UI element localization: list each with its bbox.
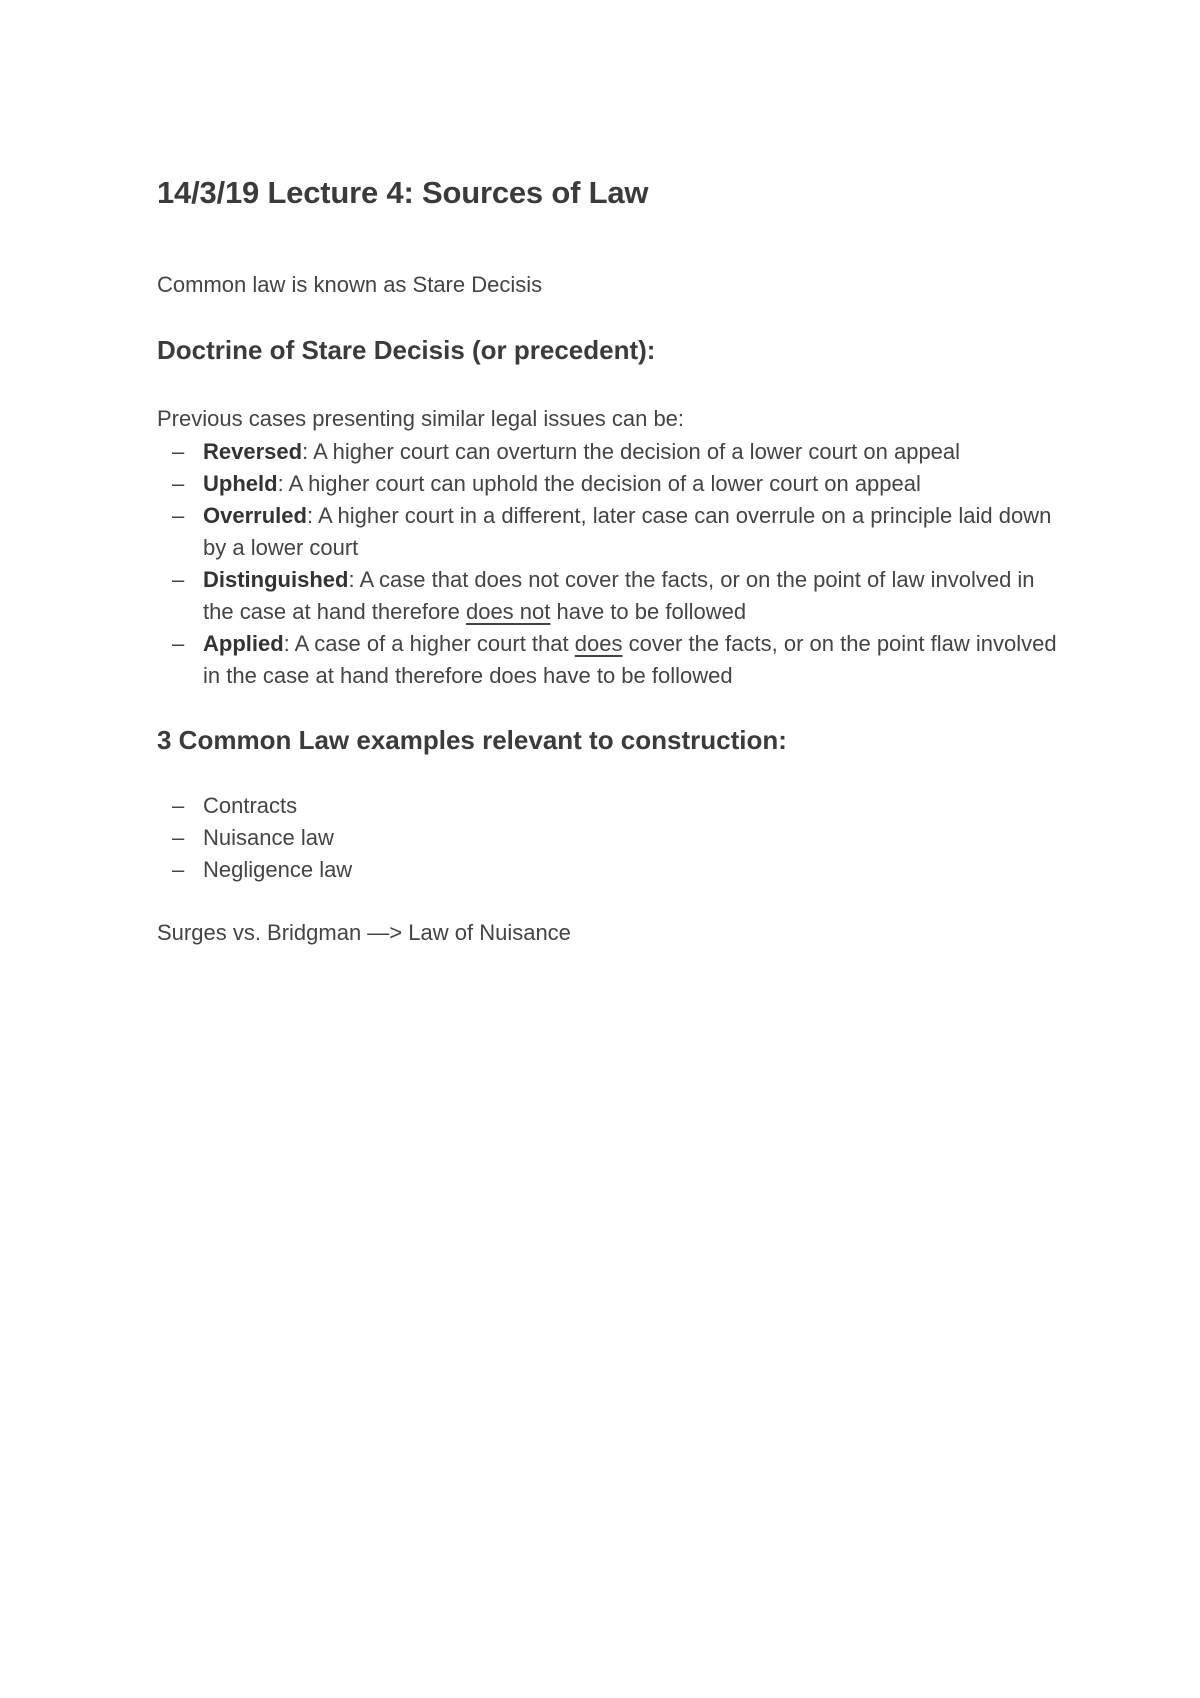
term-label: Upheld	[203, 471, 278, 496]
section-heading-common-law-examples: 3 Common Law examples relevant to construction:	[157, 725, 787, 755]
list-item-applied	[157, 628, 1057, 692]
term-description-end: cover the facts, or on the point flaw involved in the case at hand therefore does have to be followed	[203, 631, 1057, 688]
list-item-example	[157, 854, 1057, 886]
document-page	[157, 168, 1057, 948]
list-item-example	[157, 822, 1057, 854]
dash-bullet-icon: –	[172, 857, 185, 882]
dash-bullet-icon: –	[172, 439, 185, 464]
underlined-emphasis: does not	[465, 599, 551, 624]
dash-bullet-icon: –	[172, 567, 185, 592]
closing-note: Surges vs. Bridgman —> Law of Nuisance	[157, 920, 571, 945]
example-label: Nuisance law	[203, 825, 334, 850]
dash-bullet-icon: –	[172, 503, 185, 528]
intro-text: Common law is known as Stare Decisis	[157, 272, 543, 297]
term-label: Distinguished	[203, 567, 349, 592]
list-item-overruled	[157, 500, 1057, 564]
page-title: 14/3/19 Lecture 4: Sources of Law	[157, 175, 649, 210]
common-law-examples-list	[157, 790, 1057, 886]
term-description: : A higher court can overturn the decision of a lower court on appeal	[302, 439, 961, 464]
precedent-outcomes-list	[157, 436, 1057, 692]
dash-bullet-icon: –	[172, 825, 185, 850]
term-description: : A case that does not cover the facts, or on the point of law involved in the case at hand therefore	[203, 567, 1035, 624]
term-description: : A case of a higher court that	[283, 631, 575, 656]
dash-bullet-icon: –	[172, 631, 185, 656]
section-lead-text: Previous cases presenting similar legal issues can be:	[157, 406, 685, 431]
example-label: Contracts	[203, 793, 298, 818]
term-description: : A higher court can uphold the decision of a lower court on appeal	[277, 471, 921, 496]
dash-bullet-icon: –	[172, 471, 185, 496]
list-item-example	[157, 790, 1057, 822]
term-description: : A higher court in a different, later case can overrule on a principle laid down by a lower court	[203, 503, 1052, 560]
dash-bullet-icon: –	[172, 793, 185, 818]
list-item-reversed	[157, 436, 1057, 468]
underlined-emphasis: does	[574, 631, 623, 656]
section-heading-stare-decisis: Doctrine of Stare Decisis (or precedent):	[157, 335, 656, 365]
example-label: Negligence law	[203, 857, 353, 882]
term-description-end: have to be followed	[550, 599, 747, 624]
list-item-distinguished	[157, 564, 1057, 628]
term-label: Applied	[203, 631, 284, 656]
term-label: Overruled	[203, 503, 307, 528]
term-label: Reversed	[203, 439, 303, 464]
list-item-upheld	[157, 468, 1057, 500]
